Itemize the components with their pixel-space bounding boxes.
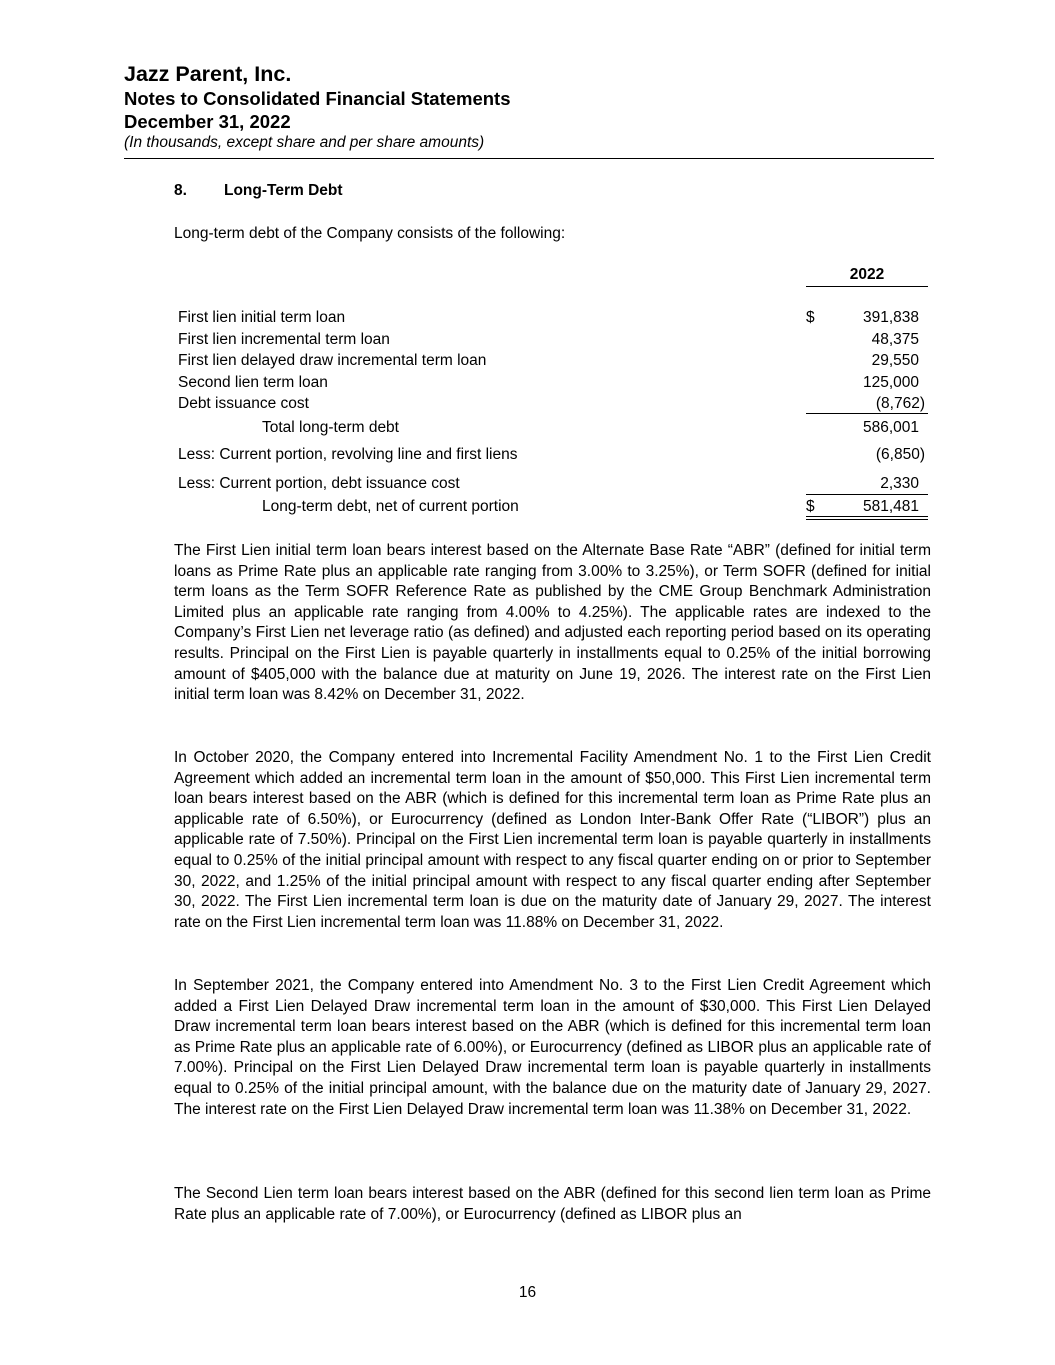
section-title: Long-Term Debt [224,182,343,199]
row-amount: 125,000 [862,374,919,391]
row-amount: 48,375 [871,331,919,348]
table-row-grand-total [178,497,930,517]
row-amount: 2,330 [880,475,919,492]
row-label: First lien incremental term loan [178,331,390,348]
row-label: Long-term debt, net of current portion [262,498,519,515]
table-row [178,445,930,465]
table-row-total [178,418,930,438]
row-amount: 586,001 [862,419,919,436]
section-intro: Long-term debt of the Company consists of the following: [174,225,566,242]
row-label: Second lien term loan [178,374,328,391]
row-label: Total long-term debt [262,419,399,436]
subtotal-rule [806,413,928,414]
table-row [178,373,930,393]
document-title: Notes to Consolidated Financial Statements [124,88,511,109]
document-subtitle: (In thousands, except share and per share amounts) [124,134,485,151]
grand-total-double-rule [806,516,928,520]
paragraph-delayed-draw: In September 2021, the Company entered into Amendment No. 3 to the First Lien Credit Agreement which added a First Lien Delayed Draw incremental term loan in the amount of $30,000. This First Lien Delayed Draw incremental term loan bears interest based on the ABR (which is defined for this incremental term loan as Prime Rate plus an applicable rate of 6.00%), or Eurocurrency (defined as LIBOR plus an applicable rate of 7.00%). Principal on the First Lien Delayed Draw incremental term loan is payable quarterly in installments equal to 0.25% of the initial principal amount, with the balance due on the maturity date of January 29, 2027. The interest rate on the First Lien Delayed Draw incremental term loan was 11.38% on December 31, 2022. [174,977,931,1118]
table-row [178,351,930,371]
document-date: December 31, 2022 [124,111,291,132]
currency-symbol: $ [806,309,815,326]
table-row [178,308,930,328]
paragraph-second-lien: The Second Lien term loan bears interest based on the ABR (defined for this second lien term loan as Prime Rate plus an applicable rate of 7.00%), or Eurocurrency (defined as LIBOR plus an [174,1185,931,1223]
page-number: 16 [518,1284,537,1301]
section-number: 8. [174,182,187,199]
table-row [178,330,930,350]
document-header [124,62,934,153]
row-amount: (8,762) [875,395,925,412]
row-label: Less: Current portion, debt issuance cost [178,475,460,492]
paragraph-incremental-loan: In October 2020, the Company entered into Incremental Facility Amendment No. 1 to the First Lien Credit Agreement which added an incremental term loan in the amount of $50,000. This First Lien incremental term loan bears interest based on the ABR (which is defined for this incremental term loan as Prime Rate plus an applicable rate of 6.50%), or Eurocurrency (defined as London Inter-Bank Offer Rate (“LIBOR”) plus an applicable rate of 7.50%). Principal on the First Lien incremental term loan is payable quarterly in installments equal to 0.25% of the initial principal amount with respect to any fiscal quarter ending on or prior to September 30, 2022, and 1.25% of the initial principal amount with respect to any fiscal quarter ending after September 30, 2022. The First Lien incremental term loan is due on the maturity date of January 29, 2027. The interest rate on the First Lien incremental term loan was 11.88% on December 31, 2022. [174,749,931,931]
paragraph-first-lien: The First Lien initial term loan bears interest based on the Alternate Base Rate “ABR” (defined for initial term loans as Prime Rate plus an applicable rate ranging from 3.00% to 3.25%), or Term SOFR (defined for initial term loans as the Term SOFR Reference Rate as published by the CME Group Benchmark Administration Limited plus an applicable rate ranging from 4.00% to 4.25%). The applicable rates are indexed to the Company’s First Lien net leverage ratio (as defined) and adjusted each reporting period based on its operating results. Principal on the First Lien is payable quarterly in installments equal to 0.25% of the initial borrowing amount of $405,000 with the balance due at maturity on June 19, 2026. The interest rate on the First Lien initial term loan was 8.42% on December 31, 2022. [174,542,931,704]
table-year-header: 2022 [806,266,928,287]
company-name: Jazz Parent, Inc. [124,62,292,86]
table-row [178,394,930,414]
row-label: Debt issuance cost [178,395,309,412]
header-divider [124,158,934,159]
row-amount: (6,850) [875,446,925,463]
currency-symbol: $ [806,498,815,515]
row-label: First lien initial term loan [178,309,346,326]
row-amount: 581,481 [862,498,919,515]
total-rule [806,494,928,495]
row-amount: 29,550 [871,352,919,369]
row-label: First lien delayed draw incremental term loan [178,352,487,369]
table-row [178,474,930,494]
section-heading [174,182,343,200]
row-amount: 391,838 [862,309,919,326]
row-label: Less: Current portion, revolving line and first liens [178,446,518,463]
